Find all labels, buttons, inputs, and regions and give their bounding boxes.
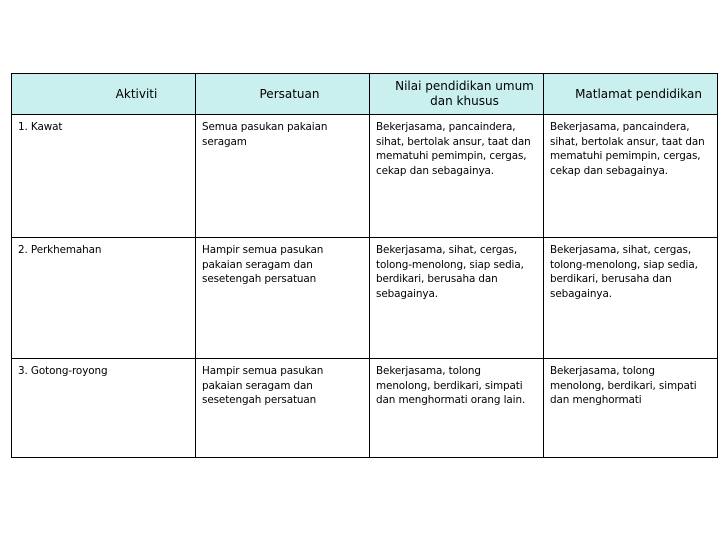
activities-table [11, 73, 718, 458]
cell-persatuan-text: Semua pasukan pakaian seragam [202, 121, 328, 148]
header-nilai [370, 74, 544, 115]
cell-persatuan [196, 115, 370, 238]
cell-aktiviti [12, 115, 196, 238]
cell-persatuan-text: Hampir semua pasukan pakaian seragam dan sesetengah persatuan [202, 365, 324, 407]
cell-matlamat [544, 115, 718, 238]
cell-nilai [370, 115, 544, 238]
table-row [12, 115, 718, 238]
cell-persatuan-text: Hampir semua pasukan pakaian seragam dan sesetengah persatuan [202, 244, 324, 286]
cell-matlamat-text: Bekerjasama, tolong menolong, berdikari, simpati dan menghormati [550, 365, 697, 407]
cell-aktiviti [12, 238, 196, 359]
cell-nilai [370, 359, 544, 458]
cell-nilai-text: Bekerjasama, tolong menolong, berdikari, simpati dan menghormati orang lain. [376, 365, 526, 407]
table-row [12, 238, 718, 359]
cell-nilai [370, 238, 544, 359]
cell-aktiviti-text: 3. Gotong-royong [18, 365, 108, 377]
header-matlamat [544, 74, 718, 115]
cell-nilai-text: Bekerjasama, sihat, cergas, tolong-menolong, siap sedia, berdikari, berusaha dan sebagainya. [376, 244, 524, 300]
cell-aktiviti [12, 359, 196, 458]
cell-matlamat-text: Bekerjasama, sihat, cergas, tolong-menolong, siap sedia, berdikari, berusaha dan sebagainya. [550, 244, 698, 300]
cell-aktiviti-text: 1. Kawat [18, 121, 63, 133]
cell-matlamat-text: Bekerjasama, pancaindera, sihat, bertolak ansur, taat dan mematuhi pemimpin, cergas, cekap dan sebagainya. [550, 121, 705, 177]
header-nilai-label: Nilai pendidikan umum dan khusus [395, 79, 534, 108]
cell-matlamat [544, 238, 718, 359]
cell-nilai-text: Bekerjasama, pancaindera, sihat, bertolak ansur, taat dan mematuhi pemimpin, cergas, cekap dan sebagainya. [376, 121, 531, 177]
cell-matlamat [544, 359, 718, 458]
cell-aktiviti-text: 2. Perkhemahan [18, 244, 102, 256]
header-persatuan [196, 74, 370, 115]
header-matlamat-label: Matlamat pendidikan [575, 86, 702, 101]
header-aktiviti-label: Aktiviti [115, 86, 158, 101]
table-row [12, 359, 718, 458]
cell-persatuan [196, 359, 370, 458]
cell-persatuan [196, 238, 370, 359]
header-aktiviti [12, 74, 196, 115]
table-header-row [12, 74, 718, 115]
header-persatuan-label: Persatuan [259, 86, 320, 101]
